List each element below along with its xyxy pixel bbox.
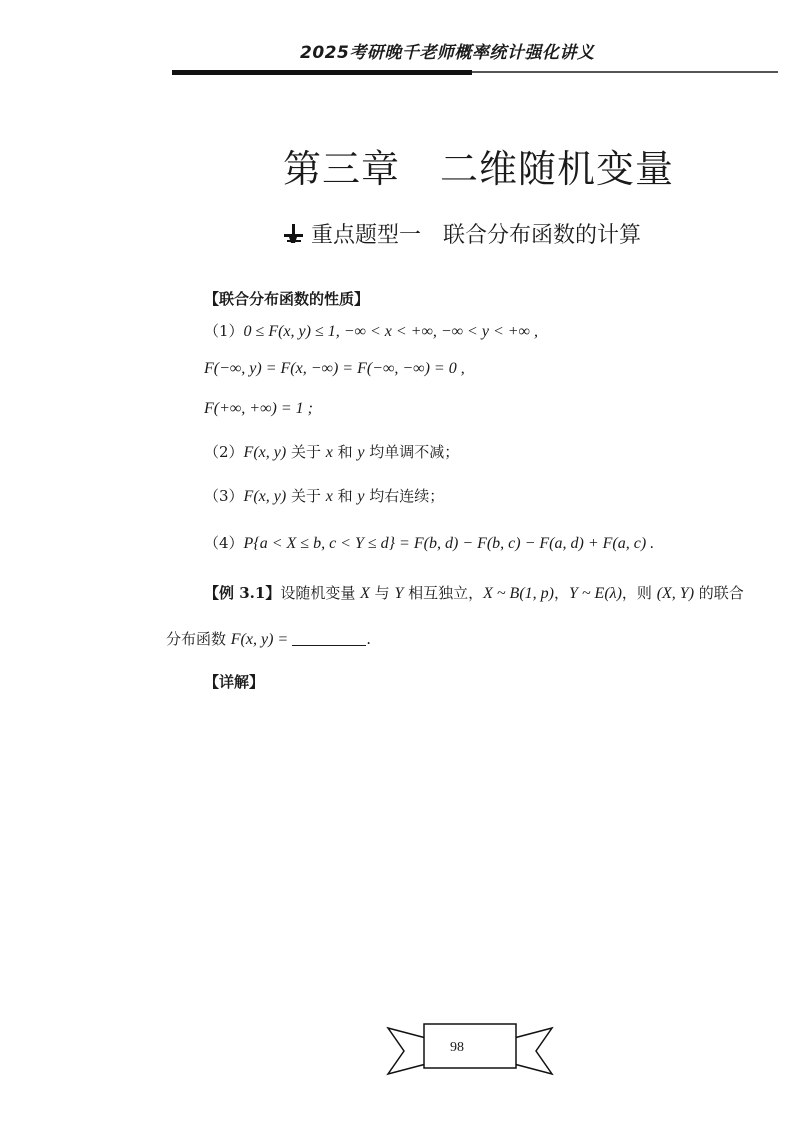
property-2-number: （2） (204, 443, 244, 461)
header-rule (172, 66, 778, 78)
property-2-var-y: y (357, 444, 365, 461)
property-3 (204, 485, 444, 506)
page-number: 98 (450, 1040, 464, 1055)
property-3-var-x: x (325, 488, 333, 505)
chapter-title (283, 138, 703, 193)
properties-heading: 【联合分布函数的性质】 (204, 290, 370, 308)
example-text: ，则 (621, 584, 657, 602)
example-var-x: X (360, 585, 370, 602)
example-pair: (X, Y) (656, 585, 695, 602)
chapter-name: 二维随机变量 (440, 147, 675, 191)
solution-label: 【详解】 (204, 673, 265, 691)
property-2-var-x: x (325, 444, 333, 461)
property-1 (204, 320, 538, 341)
example-distribution-x: X ~ B(1, p) (483, 585, 554, 602)
property-1-formula: 0 ≤ F(x, y) ≤ 1, −∞ < x < +∞, −∞ < y < +∞ , (243, 323, 538, 340)
property-3-text: 关于 (286, 487, 326, 505)
example-text: 相互独立， (403, 584, 484, 602)
example-line-2 (166, 628, 371, 649)
chapter-label: 第三章 (283, 147, 401, 191)
example-var-y: Y (394, 585, 404, 602)
example-text: 与 (369, 584, 395, 602)
property-2 (204, 441, 459, 462)
property-2-text: 均单调不减； (364, 443, 460, 461)
example-distribution-y: Y ~ E(λ) (569, 585, 622, 602)
property-4-formula: P{a < X ≤ b, c < Y ≤ d} = F(b, d) − F(b, c) − F(a, d) + F(a, c) . (243, 535, 655, 552)
property-3-var-y: y (357, 488, 365, 505)
property-3-text: 均右连续； (364, 487, 445, 505)
example-text: ， (553, 584, 569, 602)
example-text: 设随机变量 (280, 584, 361, 602)
property-4 (204, 532, 654, 553)
property-3-function: F(x, y) (243, 488, 287, 505)
property-2-text: 和 (332, 443, 358, 461)
example-label: 【例 3.1】 (204, 584, 281, 602)
section-label: 重点题型一 (311, 223, 422, 248)
property-4-number: （4） (204, 534, 244, 552)
property-3-text: 和 (332, 487, 358, 505)
section-heading (283, 218, 703, 249)
property-1-line-3: F(+∞, +∞) = 1 ; (204, 400, 313, 417)
answer-blank (292, 631, 366, 646)
property-3-number: （3） (204, 487, 244, 505)
header-title: 2025考研晚千老师概率统计强化讲义 (300, 43, 595, 63)
section-marker-icon (283, 223, 305, 245)
property-2-text: 关于 (286, 443, 326, 461)
example-text: 的联合 (694, 584, 744, 602)
example-text: . (366, 630, 371, 648)
example-function: F(x, y) = (230, 631, 293, 648)
example-text: 分布函数 (166, 630, 231, 648)
example-line-1 (204, 582, 744, 603)
section-title: 联合分布函数的计算 (443, 223, 642, 248)
property-1-number: （1） (204, 322, 244, 340)
property-2-function: F(x, y) (243, 444, 287, 461)
property-1-line-2: F(−∞, y) = F(x, −∞) = F(−∞, −∞) = 0 , (204, 360, 465, 377)
